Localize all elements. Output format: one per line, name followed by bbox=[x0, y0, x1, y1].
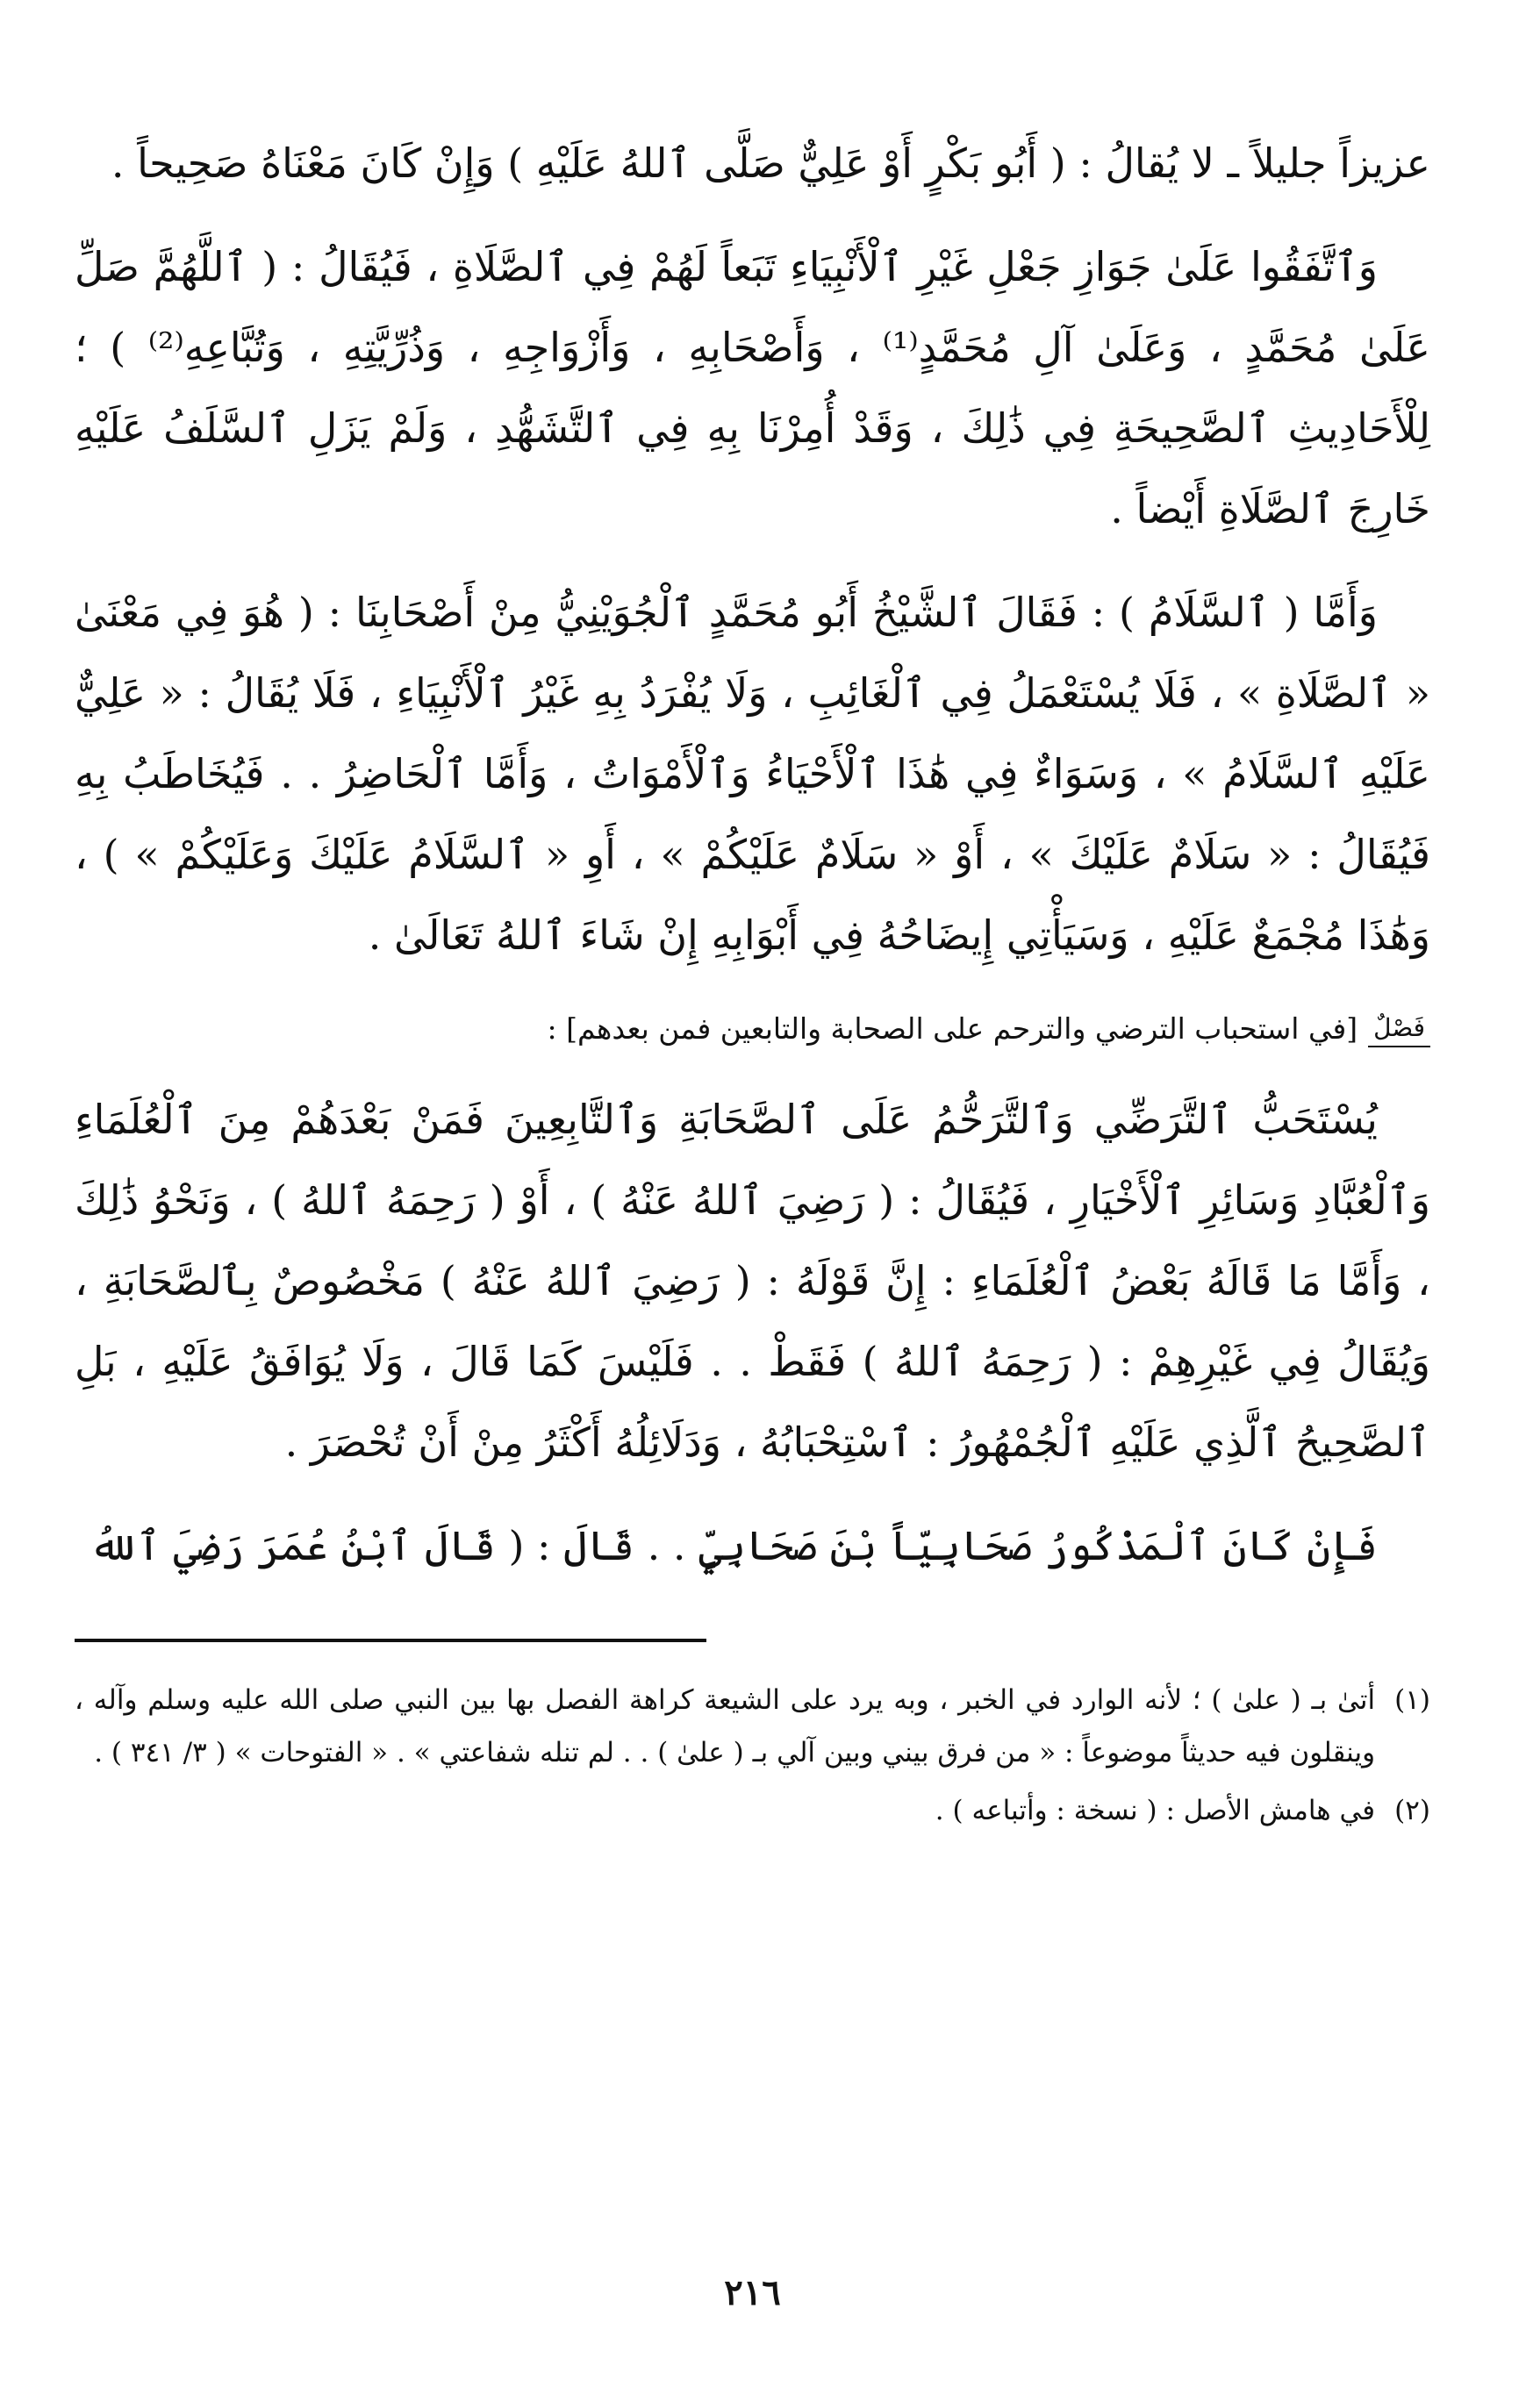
paragraph-2: وَٱتَّفَقُوا عَلَىٰ جَوَازِ جَعْلِ غَيْرِ ٱلْأَنْبِيَاءِ تَبَعاً لَهُمْ فِي ٱلصَّلَاةِ ، فَيُقَالُ : ( ٱللَّهُمَّ صَلِّ عَلَىٰ مُحَمَّدٍ ، وَعَلَىٰ آلِ مُحَمَّدٍ⁽¹⁾ ، وَأَصْحَابِهِ ، وَأَزْوَاجِهِ ، وَذُرِّيَّتِهِ ، وَتُبَّاعِهِ⁽²⁾ ) ؛ لِلْأَحَادِيثِ ٱلصَّحِيحَةِ فِي ذَٰلِكَ ، وَقَدْ أُمِرْنَا بِهِ فِي ٱلتَّشَهُّدِ ، وَلَمْ يَزَلِ ٱلسَّلَفُ عَلَيْهِ خَارِجَ ٱلصَّلَاةِ أَيْضاً . bbox=[75, 243, 1430, 532]
section-heading bbox=[75, 998, 1430, 1060]
fasl-ornament: فَصْلٌ bbox=[1368, 1011, 1430, 1047]
footnote-text: أتىٰ بـ ( علىٰ ) ؛ لأنه الوارد في الخبر ، وبه يرد على الشيعة كراهة الفصل بها بين النبي صلى الله عليه وسلم وآله ، وينقلون فيه حديثاً موضوعاً : « من فرق بيني وبين آلي بـ ( علىٰ ) . . لم تنله شفاعتي » . « الفتوحات » ( ٣/ ٣٤١ ) . bbox=[75, 1684, 1376, 1768]
footnote-rule bbox=[75, 1639, 706, 1642]
section-title: [في استحباب الترضي والترحم على الصحابة والتابعين فمن بعدهم] : bbox=[547, 1011, 1358, 1046]
footnote-text: في هامش الأصل : ( نسخة : وأتباعه ) . bbox=[935, 1795, 1376, 1826]
paragraph-5: فَإِنْ كَانَ ٱلْمَذْكُورُ صَحَابِيّاً بْنَ صَحَابِيٍّ . . قَالَ : ( قَالَ ٱبْنُ عُمَرَ رَضِيَ ٱللهُ bbox=[90, 1522, 1378, 1569]
footnote-separator bbox=[75, 1639, 1430, 1642]
page-number: ٢١٦ bbox=[724, 2272, 781, 2313]
footnote-1 bbox=[75, 1674, 1430, 1779]
paragraph-4: يُسْتَحَبُّ ٱلتَّرَضِّي وَٱلتَّرَحُّمُ عَلَى ٱلصَّحَابَةِ وَٱلتَّابِعِينَ فَمَنْ بَعْدَهُمْ مِنَ ٱلْعُلَمَاءِ وَٱلْعُبَّادِ وَسَائِرِ ٱلْأَخْيَارِ ، فَيُقَالُ : ( رَضِيَ ٱللهُ عَنْهُ ) ، أَوْ ( رَحِمَهُ ٱللهُ ) ، وَنَحْوُ ذَٰلِكَ ، وَأَمَّا مَا قَالَهُ بَعْضُ ٱلْعُلَمَاءِ : إِنَّ قَوْلَهُ : ( رَضِيَ ٱللهُ عَنْهُ ) مَخْصُوصٌ بِٱلصَّحَابَةِ ، وَيُقَالُ فِي غَيْرِهِمْ : ( رَحِمَهُ ٱللهُ ) فَقَطْ . . فَلَيْسَ كَمَا قَالَ ، وَلَا يُوَافَقُ عَلَيْهِ ، بَلِ ٱلصَّحِيحُ ٱلَّذِي عَلَيْهِ ٱلْجُمْهُورُ : ٱسْتِحْبَابُهُ ، وَدَلَائِلُهُ أَكْثَرُ مِنْ أَنْ تُحْصَرَ . bbox=[75, 1096, 1430, 1466]
main-text-continued bbox=[75, 1079, 1430, 1586]
footnotes bbox=[75, 1674, 1430, 1837]
footnote-2 bbox=[75, 1784, 1430, 1837]
paragraph-1: عزيزاً جليلاً ـ لا يُقالُ : ( أَبُو بَكْرٍ أَوْ عَلِيٌّ صَلَّى ٱللهُ عَلَيْهِ ) وَإِنْ كَانَ مَعْنَاهُ صَحِيحاً . bbox=[111, 139, 1430, 187]
footnote-number: (١) bbox=[1394, 1684, 1430, 1716]
book-page bbox=[75, 123, 1430, 2369]
footnote-number: (٢) bbox=[1394, 1795, 1430, 1826]
paragraph-3: وَأَمَّا ( ٱلسَّلَامُ ) : فَقَالَ ٱلشَّيْخُ أَبُو مُحَمَّدٍ ٱلْجُوَيْنِيُّ مِنْ أَصْحَابِنَا : ( هُوَ فِي مَعْنَىٰ « ٱلصَّلَاةِ » ، فَلَا يُسْتَعْمَلُ فِي ٱلْغَائِبِ ، وَلَا يُفْرَدُ بِهِ غَيْرُ ٱلْأَنْبِيَاءِ ، فَلَا يُقَالُ : « عَلِيٌّ عَلَيْهِ ٱلسَّلَامُ » ، وَسَوَاءٌ فِي هَٰذَا ٱلْأَحْيَاءُ وَٱلْأَمْوَاتُ ، وَأَمَّا ٱلْحَاضِرُ . . فَيُخَاطَبُ بِهِ فَيُقَالُ : « سَلَامٌ عَلَيْكَ » ، أَوْ « سَلَامٌ عَلَيْكُمْ » ، أَوِ « ٱلسَّلَامُ عَلَيْكَ وَعَلَيْكُمْ » ) ، وَهَٰذَا مُجْمَعٌ عَلَيْهِ ، وَسَيَأْتِي إِيضَاحُهُ فِي أَبْوَابِهِ إِنْ شَاءَ ٱللهُ تَعَالَىٰ . bbox=[75, 589, 1430, 959]
main-text bbox=[75, 123, 1430, 975]
